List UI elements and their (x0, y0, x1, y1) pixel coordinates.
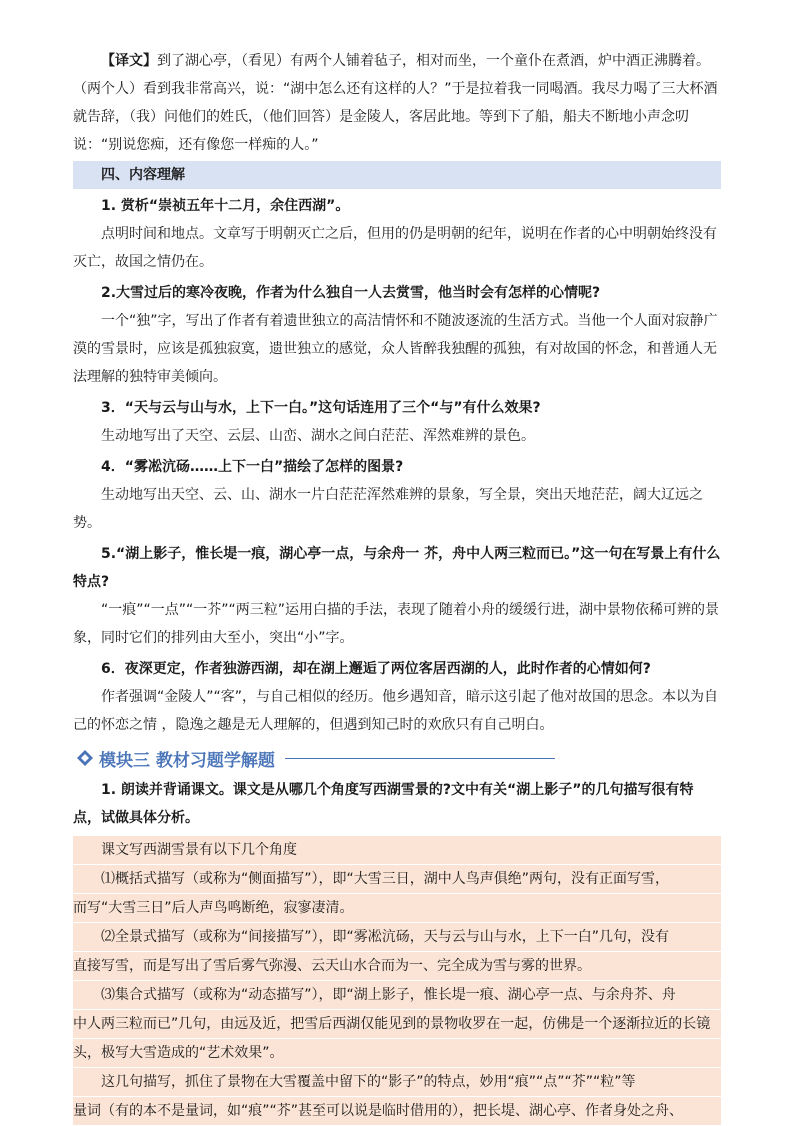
question-4: 4．“雾凇沆砀……上下一白”描绘了怎样的图景? (101, 459, 404, 475)
answer-row: 中人两三粒而已”几句，由远及近，把雪后西湖仅能见到的景物收罗在一起，仿佛是一个逐渐拉近的长镜 (73, 1010, 721, 1039)
question-3: 3．“天与云与山与水，上下一白。”这句话连用了三个“与”有什么效果? (101, 400, 541, 416)
document-content (73, 47, 721, 1126)
exercise-question: 1. 朗读并背诵课文。课文是从哪几个角度写西湖雪景的?文中有关“湖上影子”的几句描写很有特点，试做具体分析。 (73, 782, 694, 826)
answer-row: 量词（有的本不是量词，如“痕”“芥”甚至可以说是临时借用的），把长堤、湖心亭、作者身处之舟、 (73, 1097, 721, 1126)
answer-row: 而写“大雪三日”后人声鸟鸣断绝，寂寥凄清。 (73, 894, 721, 923)
exercise-answer-box (73, 836, 721, 1126)
answer-row: 头，极写大雪造成的“艺术效果”。 (73, 1039, 721, 1068)
module-heading (73, 743, 721, 773)
answer-1: 点明时间和地点。文章写于明朝灭亡之后，但用的仍是明朝的纪年，说明在作者的心中明朝始终没有灭亡，故国之情仍在。 (73, 226, 717, 270)
question-6: 6．夜深更定，作者独游西湖，却在湖上邂逅了两位客居西湖的人，此时作者的心情如何? (101, 661, 651, 677)
answer-4: 生动地写出天空、云、山、湖水一片白茫茫浑然难辨的景象，写全景，突出天地茫茫，阔大辽远之势。 (73, 487, 703, 531)
answer-row: 这几句描写，抓住了景物在大雪覆盖中留下的“影子”的特点，妙用“痕”“点”“芥”“粒”等 (73, 1068, 721, 1097)
question-5: 5.“湖上影子，惟长堤一痕，湖心亭一点，与余舟一 芥，舟中人两三粒而已。”这一句在写景上有什么特点? (73, 546, 721, 590)
answer-6: 作者强调“金陵人”“客”，与自己相似的经历。他乡遇知音，暗示这引起了他对故国的思念。本以为自己的怀恋之情 ，隐逸之趣是无人理解的，但遇到知己时的欢欣只有自己明白。 (73, 689, 719, 733)
translation-paragraph (73, 47, 721, 159)
answer-row: 课文写西湖雪景有以下几个角度 (73, 836, 721, 865)
section-heading: 四、内容理解 (73, 161, 721, 189)
translation-lead: 【译文】 (101, 53, 157, 69)
answer-2: 一个“独”字，写出了作者有着遗世独立的高洁情怀和不随波逐流的生活方式。当他一个人面对寂静广漠的雪景时，应该是孤独寂寞，遗世独立的感觉，众人皆醉我独醒的孤独，有对故国的怀念，和普通人无法理解的独特审美倾向。 (73, 313, 718, 385)
answer-row: ⑶集合式描写（或称为“动态描写”），即“湖上影子，惟长堤一痕、湖心亭一点、与余舟芥、舟 (73, 981, 721, 1010)
question-2: 2.大雪过后的寒冷夜晚，作者为什么独自一人去赏雪，他当时会有怎样的心情呢? (101, 285, 601, 301)
module-title: 模块三 教材习题学解题 (99, 750, 275, 771)
answer-row: ⑵全景式描写（或称为“间接描写”），即“雾凇沆砀，天与云与山与水，上下一白”几句，没有 (73, 923, 721, 952)
translation-body: 到了湖心亭，（看见）有两个人铺着毡子，相对而坐，一个童仆在煮酒，炉中酒正沸腾着。（两个人）看到我非常高兴，说：“湖中怎么还有这样的人？”于是拉着我一同喝酒。我尽力喝了三大杯酒就告辞，（我）问他们的姓氏，（他们回答）是金陵人，客居此地。等到下了船，船夫不断地小声念叨说：“别说您痴，还有像您一样痴的人。” (73, 53, 718, 153)
answer-row: 直接写雪，而是写出了雪后雾气弥漫、云天山水合而为一、完全成为雪与雾的世界。 (73, 952, 721, 981)
answer-3: 生动地写出了天空、云层、山峦、湖水之间白茫茫、浑然难辨的景色。 (101, 428, 535, 444)
answer-5: “一痕”“一点”“一芥”“两三粒”运用白描的手法，表现了随着小舟的缓缓行进，湖中景物依稀可辨的景象，同时它们的排列由大至小，突出“小”字。 (73, 602, 720, 646)
diamond-icon (77, 750, 93, 766)
question-1: 1. 赏析“崇祯五年十二月，余住西湖”。 (101, 198, 350, 214)
module-rule (285, 758, 555, 759)
answer-row: ⑴概括式描写（或称为“侧面描写”），即“大雪三日，湖中人鸟声俱绝”两句，没有正面写雪， (73, 865, 721, 894)
